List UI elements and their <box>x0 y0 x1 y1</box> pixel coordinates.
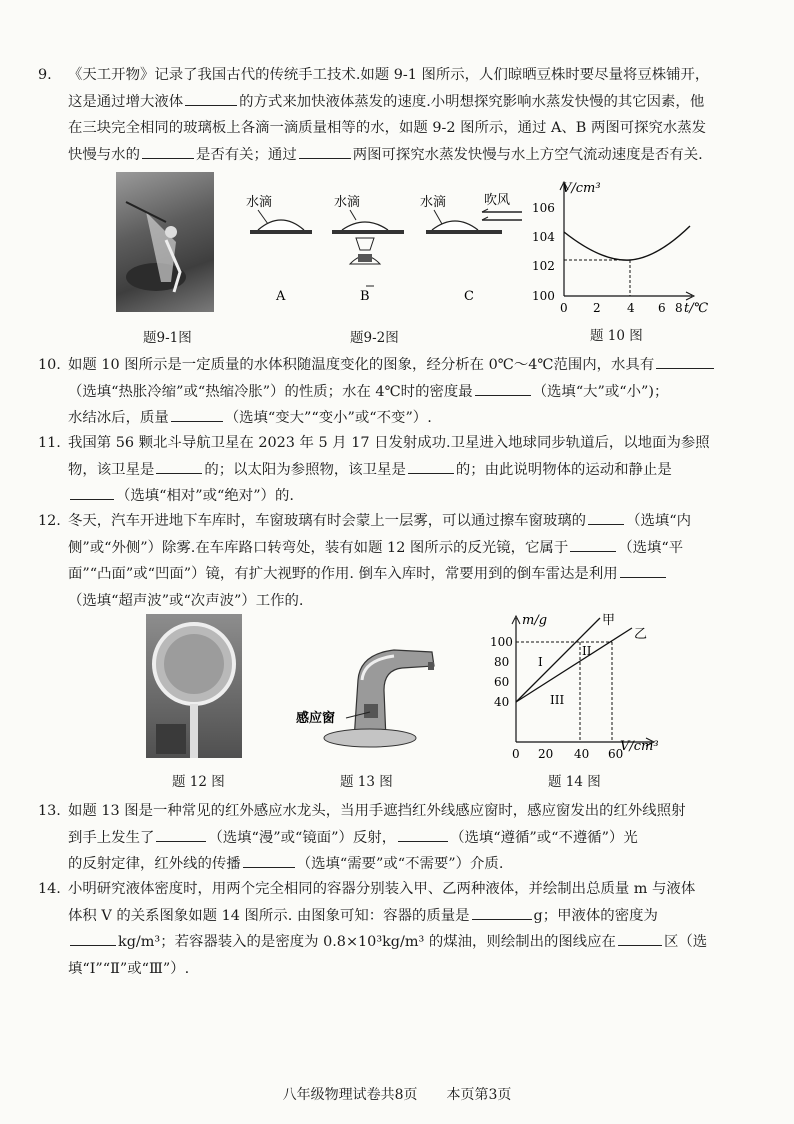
question-text: 面”“凸面”或“凹面”）镜，有扩大视野的作用. 倒车入库时，常要用到的倒车雷达是利用 <box>40 561 760 588</box>
question-text: 如题 13 图是一种常见的红外感应水龙头，当用手遮挡红外线感应窗时，感应窗发出的红外线照射 <box>68 803 686 819</box>
answer-blank[interactable] <box>620 563 666 578</box>
question-14 <box>40 876 760 982</box>
question-number: 13. <box>38 803 61 819</box>
figure-10-chart <box>532 170 712 330</box>
line-jia <box>516 618 600 702</box>
question-text: （选填“相对”或“绝对”）的. <box>40 483 760 510</box>
question-text: 物，该卫星是 的；以太阳为参照物，该卫星是 的；由此说明物体的运动和静止是 <box>40 457 760 484</box>
y-tick: 100 <box>532 289 555 303</box>
question-number: 9. <box>38 67 52 83</box>
question-number: 14. <box>38 881 61 897</box>
question-text: 在三块完全相同的玻璃板上各滴一滴质量相等的水，如题 9-2 图所示，通过 A、B 两图可探究水蒸发 <box>68 120 707 136</box>
footer-right: 本页第3页 <box>446 1087 512 1103</box>
x-tick: 40 <box>574 747 590 758</box>
convex-mirror-photo <box>146 614 242 758</box>
label-c: C <box>464 289 474 304</box>
question-text: 体积 V 的关系图象如题 14 图所示. 由图象可知：容器的质量是 g；甲液体的密度为 <box>40 903 760 930</box>
answer-blank[interactable] <box>156 827 206 842</box>
question-text: 小明研究液体密度时，用两个完全相同的容器分别装入甲、乙两种液体，并绘制出总质量 m 与液体 <box>68 881 696 897</box>
figure-9-2 <box>236 182 528 306</box>
question-13 <box>40 798 760 878</box>
x-tick: 2 <box>593 301 601 315</box>
question-text: （选填“热胀冷缩”或“热缩冷胀”）的性质；水在 4℃时的密度最 （选填“大”或“小”)； <box>40 379 760 406</box>
line-yi-label: 乙 <box>634 627 648 642</box>
footer-left: 八年级物理试卷共8页 <box>282 1087 418 1103</box>
question-text: 到手上发生了 （选填“漫”或“镜面”）反射， （选填“遵循”或“不遵循”）光 <box>40 825 760 852</box>
question-text: 填“Ⅰ”“Ⅱ”或“Ⅲ”）. <box>68 960 190 977</box>
question-number: 11. <box>38 435 61 451</box>
answer-blank[interactable] <box>243 853 295 868</box>
question-text: 如题 10 图所示是一定质量的水体积随温度变化的图象，经分析在 0℃～4℃范围内，水具有 <box>40 352 760 379</box>
x-tick: 0 <box>560 301 568 315</box>
faucet-body <box>354 650 434 740</box>
y-tick: 60 <box>494 675 510 689</box>
y-tick: 104 <box>532 230 555 244</box>
x-tick: 4 <box>627 301 635 315</box>
question-number: 12. <box>38 513 61 529</box>
figure-caption: 题 14 图 <box>548 774 601 790</box>
sensor-window-label: 感应窗 <box>296 711 336 726</box>
label-a: A <box>276 289 286 304</box>
figure-caption: 题 10 图 <box>590 328 643 344</box>
question-text: （选填“超声波”或“次声波”）工作的. <box>68 592 304 609</box>
figure-14-chart <box>482 608 682 758</box>
wind-label: 吹风 <box>484 193 511 208</box>
question-text: 的反射定律，红外线的传播 （选填“需要”或“不需要”）介质. <box>40 851 760 878</box>
flame <box>356 238 374 250</box>
figure-caption: 题9-1图 <box>143 330 192 346</box>
sensor-window <box>364 704 378 718</box>
drop-label: 水滴 <box>420 195 447 210</box>
answer-blank[interactable] <box>171 407 223 422</box>
faucet-base <box>324 729 416 747</box>
x-tick: 6 <box>658 301 666 315</box>
x-tick: 0 <box>512 747 520 758</box>
question-10 <box>40 352 760 432</box>
question-text: 这是通过增大液体 的方式来加快液体蒸发的速度.小明想探究影响水蒸发快慢的其它因素，他 <box>40 89 760 116</box>
question-text: 侧”或“外侧”）除雾.在车库路口转弯处，装有如题 12 图所示的反光镜，它属于 （选填“平 <box>40 535 760 562</box>
figure-caption: 题 12 图 <box>172 774 225 790</box>
x-axis-label: t/℃ <box>684 301 709 316</box>
x-tick: 8 <box>675 301 683 315</box>
region-label: III <box>550 693 565 707</box>
line-jia-label: 甲 <box>602 613 616 628</box>
drop-label: 水滴 <box>334 195 361 210</box>
y-tick: 100 <box>490 635 513 649</box>
figure-caption: 题9-2图 <box>350 330 399 346</box>
answer-blank[interactable] <box>570 537 616 552</box>
line-yi <box>516 628 632 702</box>
region-label: II <box>582 644 592 658</box>
drop-label: 水滴 <box>246 195 273 210</box>
glass-plate <box>332 230 404 234</box>
answer-blank[interactable] <box>475 381 531 396</box>
question-12 <box>40 508 760 614</box>
question-text: 快慢与水的 是否有关；通过 两图可探究水蒸发快慢与水上方空气流动速度是否有关. <box>40 142 760 169</box>
x-tick: 60 <box>608 747 624 758</box>
y-tick: 102 <box>532 259 555 273</box>
answer-blank[interactable] <box>588 510 624 525</box>
label-b: B <box>360 289 370 304</box>
volume-curve <box>564 226 690 260</box>
y-tick: 106 <box>532 201 555 215</box>
answer-blank[interactable] <box>70 485 114 500</box>
region-label: I <box>538 655 543 669</box>
figure-caption: 题 13 图 <box>340 774 393 790</box>
answer-blank[interactable] <box>472 905 532 920</box>
y-tick: 40 <box>494 695 510 709</box>
y-axis-label: V/cm³ <box>562 181 601 196</box>
answer-blank[interactable] <box>142 144 194 159</box>
question-text: 水结冰后，质量 （选填“变大”“变小”或“不变”）. <box>40 405 760 432</box>
answer-blank[interactable] <box>70 931 116 946</box>
question-text: 冬天，汽车开进地下车库时，车窗玻璃有时会蒙上一层雾，可以通过擦车窗玻璃的 （选填“内 <box>40 508 760 535</box>
question-number: 10. <box>38 357 61 373</box>
question-11 <box>40 430 760 510</box>
question-text: 我国第 56 颗北斗导航卫星在 2023 年 5 月 17 日发射成功.卫星进入地球同步轨道后，以地面为参照 <box>68 435 710 451</box>
question-9 <box>40 62 760 168</box>
x-tick: 20 <box>538 747 554 758</box>
answer-blank[interactable] <box>618 931 662 946</box>
answer-blank[interactable] <box>185 91 237 106</box>
page-footer <box>0 1084 794 1104</box>
answer-blank[interactable] <box>299 144 351 159</box>
bean-drying-photo <box>116 172 214 312</box>
answer-blank[interactable] <box>656 354 714 369</box>
x-axis-label: V/cm³ <box>620 739 659 754</box>
answer-blank[interactable] <box>408 459 454 474</box>
answer-blank[interactable] <box>156 459 202 474</box>
y-axis-label: m/g <box>522 613 548 628</box>
question-text: kg/m³；若容器装入的是密度为 0.8×10³kg/m³ 的煤油，则绘制出的图线应在 区（选 <box>40 929 760 956</box>
y-tick: 80 <box>494 655 510 669</box>
glass-plate <box>426 230 502 234</box>
glass-plate <box>250 230 312 234</box>
answer-blank[interactable] <box>398 827 448 842</box>
figure-13-faucet <box>294 640 444 750</box>
question-text: 《天工开物》记录了我国古代的传统手工技术.如题 9-1 图所示，人们晾晒豆株时要尽量将豆株铺开， <box>68 67 710 83</box>
